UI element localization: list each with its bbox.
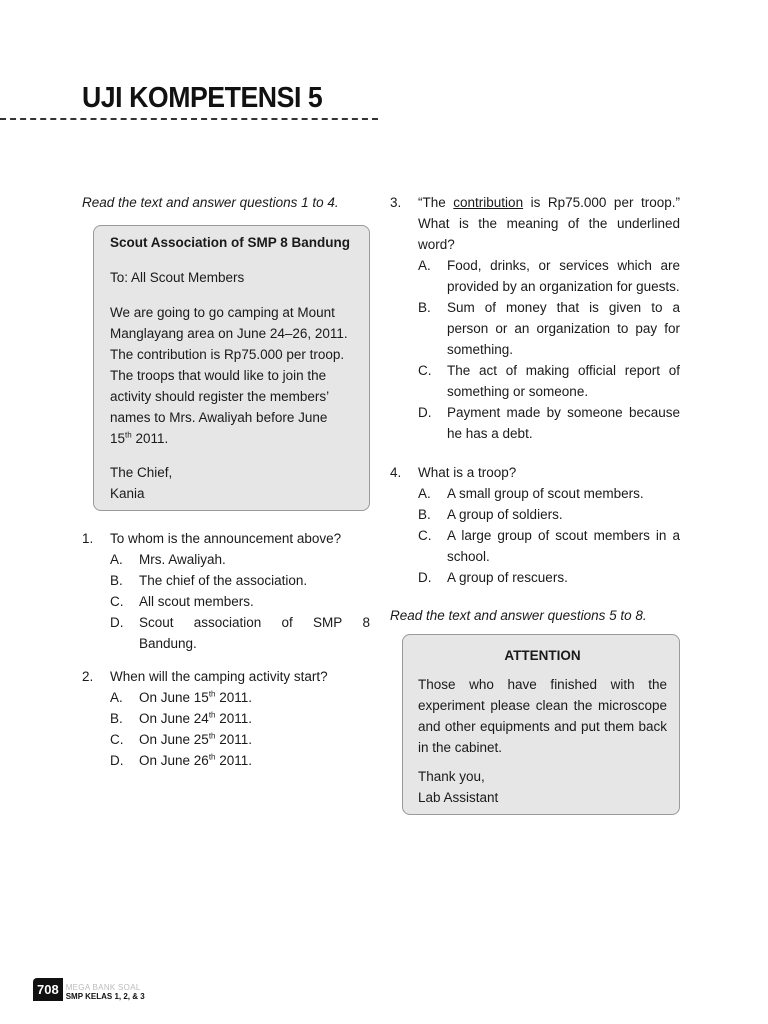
- option-d: [110, 612, 370, 654]
- option-word: Scout: [139, 615, 174, 630]
- option-letter: B.: [418, 507, 431, 522]
- option-text: [139, 750, 370, 771]
- option-letter: A.: [110, 552, 123, 567]
- option-word: SMP: [313, 615, 343, 630]
- option-a: [418, 255, 680, 297]
- question-4: [390, 462, 680, 588]
- date-year: 2011.: [131, 431, 169, 446]
- option-c: [110, 591, 370, 612]
- announcement-body: [110, 302, 369, 449]
- option-letter: C.: [110, 732, 124, 747]
- page-footer: [33, 978, 145, 1001]
- option-d: [110, 750, 370, 771]
- option-text-line: [139, 612, 370, 633]
- question-1: [82, 528, 370, 654]
- option-prefix: On June: [139, 753, 194, 768]
- option-text: A group of soldiers.: [447, 507, 563, 522]
- option-text: Payment made by someone because he has a debt.: [447, 405, 680, 441]
- option-word: 8: [362, 615, 370, 630]
- option-b: [110, 570, 370, 591]
- option-year: 2011.: [215, 711, 253, 726]
- option-letter: C.: [418, 363, 432, 378]
- announcement-body-line: The troops that would like to join the: [110, 368, 327, 383]
- option-letter: A.: [110, 690, 123, 705]
- announcement-body-line: [110, 428, 361, 449]
- page-number: 708: [33, 978, 63, 1001]
- left-column: [82, 192, 370, 783]
- option-year: 2011.: [215, 732, 253, 747]
- question-text: [418, 192, 680, 255]
- option-text: A group of rescuers.: [447, 570, 568, 585]
- option-word: of: [281, 615, 293, 630]
- question-text: What is a troop?: [418, 465, 517, 480]
- title-divider: [0, 118, 378, 120]
- option-text-line: Bandung.: [139, 636, 197, 651]
- option-letter: C.: [418, 528, 432, 543]
- announcement-body-line: Manglayang area on June 24–26, 2011.: [110, 326, 348, 341]
- option-text: A large group of scout members in a school.: [447, 528, 680, 564]
- attention-box: [402, 634, 680, 815]
- option-letter: C.: [110, 594, 124, 609]
- option-text: [139, 687, 370, 708]
- option-letter: D.: [110, 615, 124, 630]
- option-day: 25: [193, 732, 209, 747]
- option-text: All scout members.: [139, 594, 254, 609]
- option-c: [418, 360, 680, 402]
- question-number: 2.: [82, 669, 94, 684]
- option-text: Food, drinks, or services which are provided by an organization for guests.: [447, 258, 680, 294]
- option-suffix: th: [208, 689, 216, 699]
- announcement-body-line: We are going to go camping at Mount: [110, 305, 335, 320]
- instruction-q1-4: Read the text and answer questions 1 to 4.: [82, 195, 339, 210]
- option-prefix: On June: [139, 690, 194, 705]
- option-text: [139, 708, 370, 729]
- option-text: [139, 729, 370, 750]
- question-text: To whom is the announcement above?: [110, 531, 342, 546]
- option-prefix: On June: [139, 732, 194, 747]
- announcement-signer: Kania: [110, 486, 145, 501]
- options-list: [110, 687, 370, 771]
- right-column: [390, 192, 680, 832]
- announcement-heading: Scout Association of SMP 8 Bandung: [110, 235, 351, 250]
- question-2: [82, 666, 370, 771]
- option-prefix: On June: [139, 711, 194, 726]
- announcement-box: [93, 225, 370, 511]
- option-c: [418, 525, 680, 567]
- option-text: The chief of the association.: [139, 573, 308, 588]
- option-d: [418, 567, 680, 588]
- option-letter: A.: [418, 486, 431, 501]
- option-day: 24: [193, 711, 209, 726]
- attention-closing: Thank you,: [418, 769, 485, 784]
- options-list: [110, 549, 370, 654]
- option-day: 15: [193, 690, 209, 705]
- question-number: 4.: [390, 465, 402, 480]
- option-letter: B.: [110, 573, 123, 588]
- option-b: [110, 708, 370, 729]
- option-a: [418, 483, 680, 504]
- attention-heading: ATTENTION: [504, 648, 581, 663]
- date-day: 15: [110, 431, 126, 446]
- announcement-closing: The Chief,: [110, 465, 173, 480]
- option-suffix: th: [208, 731, 216, 741]
- quote-rest: is Rp75.000 per troop.”: [523, 195, 680, 210]
- option-c: [110, 729, 370, 750]
- announcement-body-line: The contribution is Rp75.000 per troop.: [110, 347, 345, 362]
- option-text: Mrs. Awaliyah.: [139, 552, 226, 567]
- option-text: A small group of scout members.: [447, 486, 644, 501]
- option-letter: D.: [418, 570, 432, 585]
- question-prompt: What is the meaning of the underlined word?: [418, 216, 680, 252]
- quote-open: “The: [418, 195, 454, 210]
- option-suffix: th: [208, 752, 216, 762]
- announcement-recipient: To: All Scout Members: [110, 270, 245, 285]
- attention-body: Those who have finished with the experiment please clean the microscope and other equipments and put them back in the cabinet.: [418, 677, 667, 755]
- option-letter: A.: [418, 258, 431, 273]
- footer-text: [66, 983, 145, 1001]
- option-text: The act of making official report of something or someone.: [447, 363, 680, 399]
- option-letter: B.: [110, 711, 123, 726]
- option-a: [110, 549, 370, 570]
- option-word: association: [193, 615, 262, 630]
- option-letter: D.: [418, 405, 432, 420]
- option-a: [110, 687, 370, 708]
- question-text: When will the camping activity start?: [110, 669, 328, 684]
- underlined-word: contribution: [453, 195, 524, 210]
- option-d: [418, 402, 680, 444]
- options-list: [418, 483, 680, 588]
- option-year: 2011.: [215, 753, 253, 768]
- option-year: 2011.: [215, 690, 253, 705]
- option-text: [139, 612, 370, 654]
- footer-brand: MEGA BANK SOAL: [65, 983, 141, 992]
- option-day: 26: [193, 753, 209, 768]
- option-suffix: th: [208, 710, 216, 720]
- option-text: Sum of money that is given to a person or an organization to pay for something.: [447, 300, 680, 357]
- footer-subtitle: SMP KELAS 1, 2, & 3: [65, 992, 145, 1001]
- announcement-body-line: names to Mrs. Awaliyah before June: [110, 410, 328, 425]
- announcement-body-line: activity should register the members’: [110, 389, 330, 404]
- page-title: UJI KOMPETENSI 5: [82, 82, 323, 114]
- question-number: 1.: [82, 531, 94, 546]
- date-suffix: th: [125, 430, 132, 440]
- option-b: [418, 297, 680, 360]
- question-3: [390, 192, 680, 444]
- attention-signer: Lab Assistant: [418, 790, 499, 805]
- option-b: [418, 504, 680, 525]
- question-number: 3.: [390, 195, 402, 210]
- option-letter: D.: [110, 753, 124, 768]
- instruction-q5-8: Read the text and answer questions 5 to 8.: [390, 608, 647, 623]
- options-list: [418, 255, 680, 444]
- option-letter: B.: [418, 300, 431, 315]
